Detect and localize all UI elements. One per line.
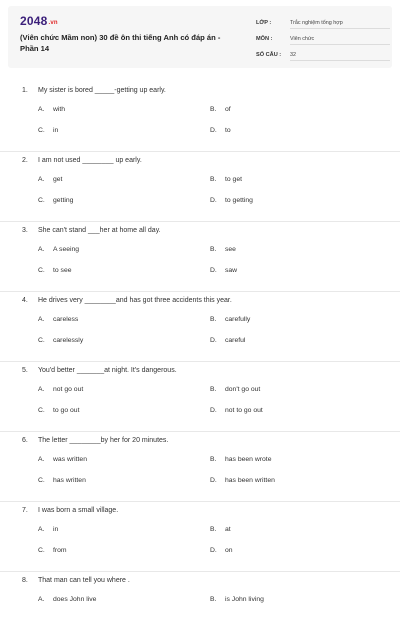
option-text: to go out xyxy=(53,407,80,414)
option-letter: B. xyxy=(210,526,217,533)
option-a[interactable] xyxy=(38,106,65,113)
option-text: not to go out xyxy=(225,407,263,414)
option-d[interactable] xyxy=(210,407,263,414)
option-a[interactable] xyxy=(38,176,62,183)
option-b[interactable] xyxy=(210,526,231,533)
question-number: 3. xyxy=(22,227,28,234)
option-letter: D. xyxy=(210,267,217,274)
question-stem xyxy=(22,577,130,584)
question-text: He drives very ________and has got three accidents this year. xyxy=(38,297,232,304)
option-c[interactable] xyxy=(38,407,79,414)
option-text: from xyxy=(53,547,67,554)
document-title: (Viên chức Mầm non) 30 đề ôn thi tiếng Anh có đáp án - Phần 14 xyxy=(20,33,221,53)
question-number: 5. xyxy=(22,367,28,374)
question-text: My sister is bored _____-getting up early. xyxy=(38,87,166,94)
option-text: of xyxy=(225,106,231,113)
question-text: That man can tell you where . xyxy=(38,577,130,584)
option-b[interactable] xyxy=(210,386,260,393)
option-letter: A. xyxy=(38,176,45,183)
meta-count-value: 32 xyxy=(290,52,390,61)
question-text: She can't stand ___her at home all day. xyxy=(38,227,161,234)
option-c[interactable] xyxy=(38,267,72,274)
option-letter: B. xyxy=(210,456,217,463)
option-text: getting xyxy=(53,197,74,204)
question-list xyxy=(0,82,400,641)
option-text: in xyxy=(53,127,59,134)
question-stem xyxy=(22,87,166,94)
option-text: to xyxy=(225,127,231,134)
option-a[interactable] xyxy=(38,316,78,323)
option-letter: D. xyxy=(210,337,217,344)
option-b[interactable] xyxy=(210,176,242,183)
option-d[interactable] xyxy=(210,477,275,484)
option-text: on xyxy=(225,547,233,554)
option-b[interactable] xyxy=(210,246,236,253)
option-letter: C. xyxy=(38,337,45,344)
option-text: don't go out xyxy=(225,386,261,393)
option-text: does John live xyxy=(53,596,97,603)
option-b[interactable] xyxy=(210,316,250,323)
option-b[interactable] xyxy=(210,106,231,113)
option-letter: A. xyxy=(38,596,45,603)
option-letter: D. xyxy=(210,547,217,554)
option-a[interactable] xyxy=(38,526,58,533)
option-text: with xyxy=(53,106,66,113)
question-stem xyxy=(22,367,177,374)
option-text: not go out xyxy=(53,386,84,393)
question-number: 7. xyxy=(22,507,28,514)
option-text: A seeing xyxy=(53,246,80,253)
option-d[interactable] xyxy=(210,197,253,204)
question-stem xyxy=(22,507,118,514)
option-text: has written xyxy=(53,477,86,484)
question-number: 2. xyxy=(22,157,28,164)
option-letter: D. xyxy=(210,407,217,414)
option-text: to getting xyxy=(225,197,253,204)
option-a[interactable] xyxy=(38,386,83,393)
question-stem xyxy=(22,437,168,444)
option-c[interactable] xyxy=(38,477,86,484)
question-number: 8. xyxy=(22,577,28,584)
meta-class-row xyxy=(256,18,392,30)
meta-count-label: SỐ CÂU : xyxy=(256,52,282,58)
option-text: to get xyxy=(225,176,243,183)
option-b[interactable] xyxy=(210,456,271,463)
option-a[interactable] xyxy=(38,456,87,463)
option-letter: A. xyxy=(38,456,45,463)
option-c[interactable] xyxy=(38,337,83,344)
document-header xyxy=(8,6,392,68)
option-letter: C. xyxy=(38,127,45,134)
option-letter: B. xyxy=(210,246,217,253)
logo-suffix: .vn xyxy=(48,20,58,26)
option-letter: D. xyxy=(210,477,217,484)
question-number: 4. xyxy=(22,297,28,304)
question-text: The letter ________by her for 20 minutes. xyxy=(38,437,169,444)
option-letter: D. xyxy=(210,127,217,134)
question-stem xyxy=(22,157,142,164)
option-text: has been wrote xyxy=(225,456,272,463)
option-letter: C. xyxy=(38,547,45,554)
option-letter: B. xyxy=(210,176,217,183)
question-text: I was born a small village. xyxy=(38,507,119,514)
site-logo[interactable] xyxy=(20,14,58,28)
option-letter: C. xyxy=(38,267,45,274)
meta-class-label: LỚP : xyxy=(256,20,272,26)
question-item xyxy=(0,221,400,291)
question-item xyxy=(0,571,400,641)
question-stem xyxy=(22,297,232,304)
option-letter: B. xyxy=(210,106,217,113)
option-text: at xyxy=(225,526,231,533)
meta-class-value: Trắc nghiệm tổng hợp xyxy=(290,20,390,29)
option-letter: A. xyxy=(38,526,45,533)
option-text: to see xyxy=(53,267,72,274)
question-item xyxy=(0,291,400,361)
meta-subject-row xyxy=(256,34,392,46)
meta-subject-value: Viên chức xyxy=(290,36,390,45)
option-letter: C. xyxy=(38,197,45,204)
option-d[interactable] xyxy=(210,547,233,554)
question-number: 6. xyxy=(22,437,28,444)
logo-text: 2048 xyxy=(20,14,48,28)
option-letter: A. xyxy=(38,386,45,393)
option-text: in xyxy=(53,526,59,533)
option-d[interactable] xyxy=(210,127,231,134)
option-text: careless xyxy=(53,316,79,323)
meta-count-row xyxy=(256,50,392,62)
option-letter: A. xyxy=(38,246,45,253)
option-letter: A. xyxy=(38,316,45,323)
option-d[interactable] xyxy=(210,337,245,344)
option-letter: D. xyxy=(210,197,217,204)
option-text: careful xyxy=(225,337,246,344)
question-text: I am not used ________ up early. xyxy=(38,157,142,164)
option-text: saw xyxy=(225,267,238,274)
question-item xyxy=(0,501,400,571)
option-text: see xyxy=(225,246,236,253)
option-text: is John living xyxy=(225,596,264,603)
option-letter: B. xyxy=(210,386,217,393)
option-letter: C. xyxy=(38,477,45,484)
question-number: 1. xyxy=(22,87,28,94)
option-letter: B. xyxy=(210,316,217,323)
option-d[interactable] xyxy=(210,267,237,274)
option-text: get xyxy=(53,176,63,183)
question-item xyxy=(0,431,400,501)
option-c[interactable] xyxy=(38,547,67,554)
option-c[interactable] xyxy=(38,127,58,134)
option-text: has been written xyxy=(225,477,275,484)
option-c[interactable] xyxy=(38,197,73,204)
option-letter: B. xyxy=(210,596,217,603)
question-item xyxy=(0,82,400,151)
question-item xyxy=(0,361,400,431)
option-a[interactable] xyxy=(38,246,79,253)
meta-subject-label: MÔN : xyxy=(256,36,273,42)
question-stem xyxy=(22,227,161,234)
option-text: was written xyxy=(53,456,87,463)
question-text: You'd better _______at night. It's dangerous. xyxy=(38,367,177,374)
option-text: carelessly xyxy=(53,337,84,344)
option-letter: C. xyxy=(38,407,45,414)
option-text: carefully xyxy=(225,316,251,323)
option-letter: A. xyxy=(38,106,45,113)
question-item xyxy=(0,151,400,221)
